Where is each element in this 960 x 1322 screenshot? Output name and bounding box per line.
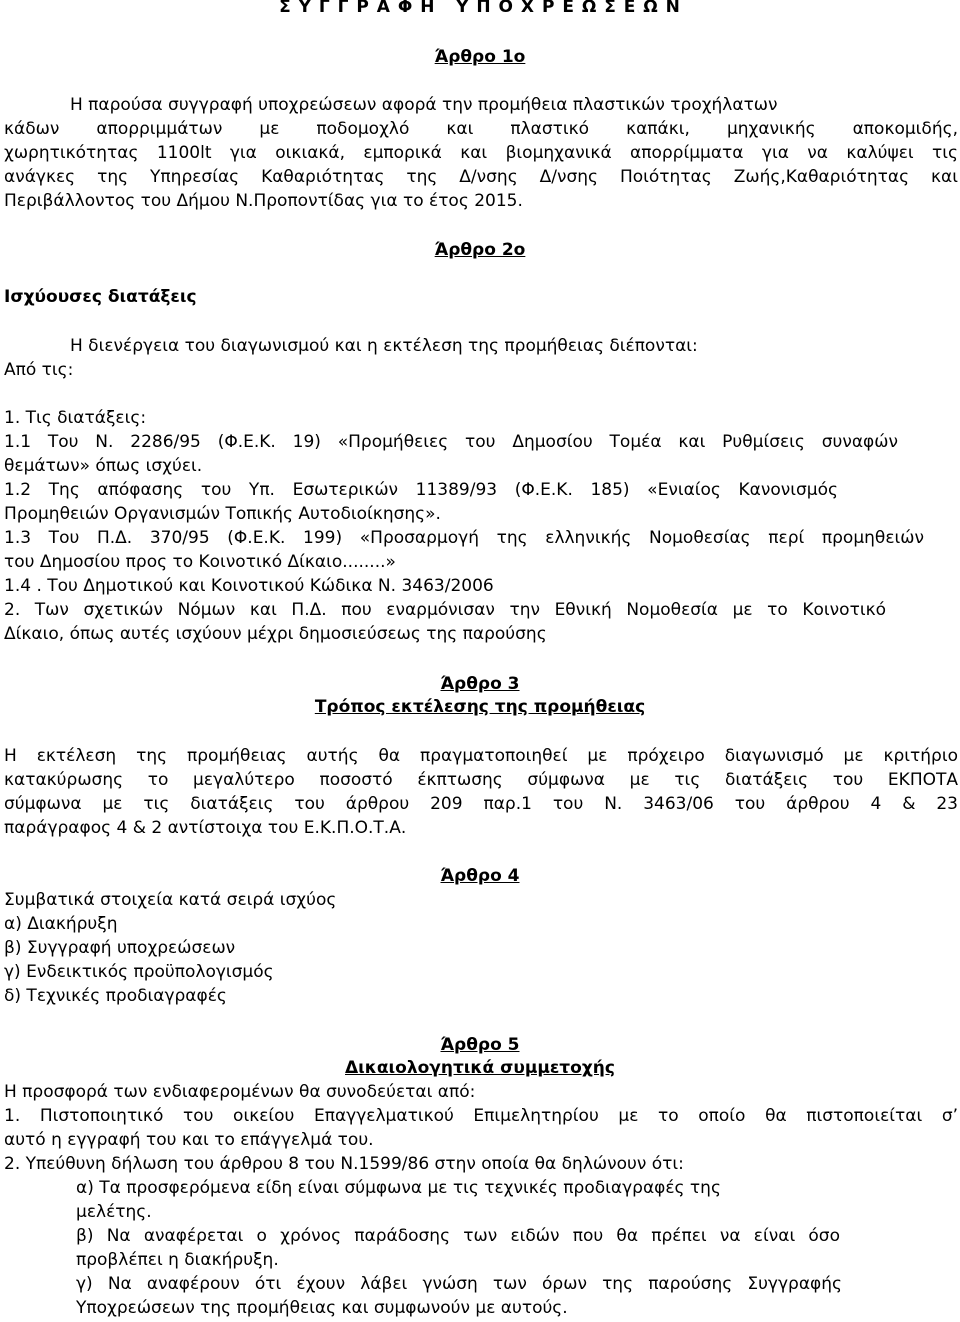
article5-line: 1. Πιστοποιητικό του οικείου Επαγγελματικού Επιμελητηρίου με το οποίο θα πιστοποιείται σ’ — [4, 1106, 958, 1126]
article5-line: μελέτης. — [76, 1202, 152, 1222]
article1-line: Η παρούσα συγγραφή υποχρεώσεων αφορά την προμήθεια πλαστικών τροχήλατων — [70, 95, 778, 115]
article2-heading: Άρθρο 2ο — [434, 240, 526, 260]
article3-line: κατακύρωσης το μεγαλύτερο ποσοστό έκπτωσης σύμφωνα με τις διατάξεις του ΕΚΠΟΤΑ — [4, 770, 958, 790]
article2-intro: Η διενέργεια του διαγωνισμού και η εκτέλεση της προμήθειας διέπονται: — [70, 336, 698, 356]
contract-element-line: δ) Τεχνικές προδιαγραφές — [4, 986, 227, 1006]
article3-line: σύμφωνα με τις διατάξεις του άρθρου 209 παρ.1 του Ν. 3463/06 του άρθρου 4 & 23 — [4, 794, 958, 814]
article1-heading: Άρθρο 1ο — [434, 47, 526, 67]
article3-heading: Άρθρο 3 — [440, 674, 520, 694]
contract-element-line: β) Συγγραφή υποχρεώσεων — [4, 938, 236, 958]
article5-line: Η προσφορά των ενδιαφερομένων θα συνοδεύεται από: — [4, 1082, 476, 1102]
article5-line: γ) Να αναφέρουν ότι έχουν λάβει γνώση των όρων της παρούσης Συγγραφής — [76, 1274, 842, 1294]
article5-line: β) Να αναφέρεται ο χρόνος παράδοσης των ειδών που θα πρέπει να είναι όσο — [76, 1226, 840, 1246]
article2-subheading: Ισχύουσες διατάξεις — [4, 287, 197, 307]
provision-line: 1.2 Της απόφασης του Υπ. Εσωτερικών 11389/93 (Φ.Ε.Κ. 185) «Ενιαίος Κανονισμός — [4, 480, 838, 500]
article5-line: αυτό η εγγραφή του και το επάγγελμά του. — [4, 1130, 374, 1150]
article5-line: προβλέπει η διακήρυξη. — [76, 1250, 279, 1270]
contract-element-line: Συμβατικά στοιχεία κατά σειρά ισχύος — [4, 890, 337, 910]
article1-line: κάδων απορριμμάτων με ποδομοχλό και πλαστικό καπάκι, μηχανικής αποκομιδής, — [4, 119, 958, 139]
document-title: Σ Υ Γ Γ Ρ Α Φ Η Υ Π Ο Χ Ρ Ε Ω Σ Ε Ω Ν — [279, 0, 681, 17]
provision-line: θεμάτων» όπως ισχύει. — [4, 456, 203, 476]
contract-element-line: γ) Ενδεικτικός προϋπολογισμός — [4, 962, 274, 982]
provision-line: του Δημοσίου προς το Κοινοτικό Δίκαιο........» — [4, 552, 396, 572]
provision-line: Δίκαιο, όπως αυτές ισχύουν μέχρι δημοσιεύσεως της παρούσης — [4, 624, 547, 644]
provision-line: 1.4 . Του Δημοτικού και Κοινοτικού Κώδικα Ν. 3463/2006 — [4, 576, 494, 596]
article5-line: Υποχρεώσεων της προμήθειας και συμφωνούν με αυτούς. — [76, 1298, 568, 1318]
provision-line: 1.3 Του Π.Δ. 370/95 (Φ.Ε.Κ. 199) «Προσαρμογή της ελληνικής Νομοθεσίας περί προμηθειών — [4, 528, 924, 548]
article3-line: Η εκτέλεση της προμήθειας αυτής θα πραγματοποιηθεί με πρόχειρο διαγωνισμό με κριτήριο — [4, 746, 958, 766]
article3-line: παράγραφος 4 & 2 αντίστοιχα του Ε.Κ.Π.Ο.Τ.Α. — [4, 818, 407, 838]
article4-heading: Άρθρο 4 — [440, 866, 520, 886]
article5-subheading: Δικαιολογητικά συμμετοχής — [345, 1058, 615, 1078]
article3-subheading: Τρόπος εκτέλεσης της προμήθειας — [314, 697, 646, 717]
provision-line: Προμηθειών Οργανισμών Τοπικής Αυτοδιοίκησης». — [4, 504, 441, 524]
article1-line: χωρητικότητας 1100lt για οικιακά, εμπορικά και βιομηχανικά απορρίμματα για να καλύψει τις — [4, 143, 958, 163]
article5-heading: Άρθρο 5 — [440, 1035, 520, 1055]
article5-line: α) Τα προσφερόμενα είδη είναι σύμφωνα με τις τεχνικές προδιαγραφές της — [76, 1178, 721, 1198]
article2-from: Από τις: — [4, 360, 74, 380]
article1-line: Περιβάλλοντος του Δήμου Ν.Προποντίδας για το έτος 2015. — [4, 191, 523, 211]
provision-line: 2. Των σχετικών Νόμων και Π.Δ. που εναρμόνισαν την Εθνική Νομοθεσία με το Κοινοτικό — [4, 600, 886, 620]
contract-element-line: α) Διακήρυξη — [4, 914, 118, 934]
provision-line: 1. Τις διατάξεις: — [4, 408, 147, 428]
provision-line: 1.1 Του Ν. 2286/95 (Φ.Ε.Κ. 19) «Προμήθειες του Δημοσίου Τομέα και Ρυθμίσεις συναφών — [4, 432, 898, 452]
article5-line: 2. Υπεύθυνη δήλωση του άρθρου 8 του Ν.1599/86 στην οποία θα δηλώνουν ότι: — [4, 1154, 684, 1174]
article1-line: ανάγκες της Υπηρεσίας Καθαριότητας της Δ/νσης Δ/νσης Ποιότητας Ζωής,Καθαριότητας και — [4, 167, 958, 187]
